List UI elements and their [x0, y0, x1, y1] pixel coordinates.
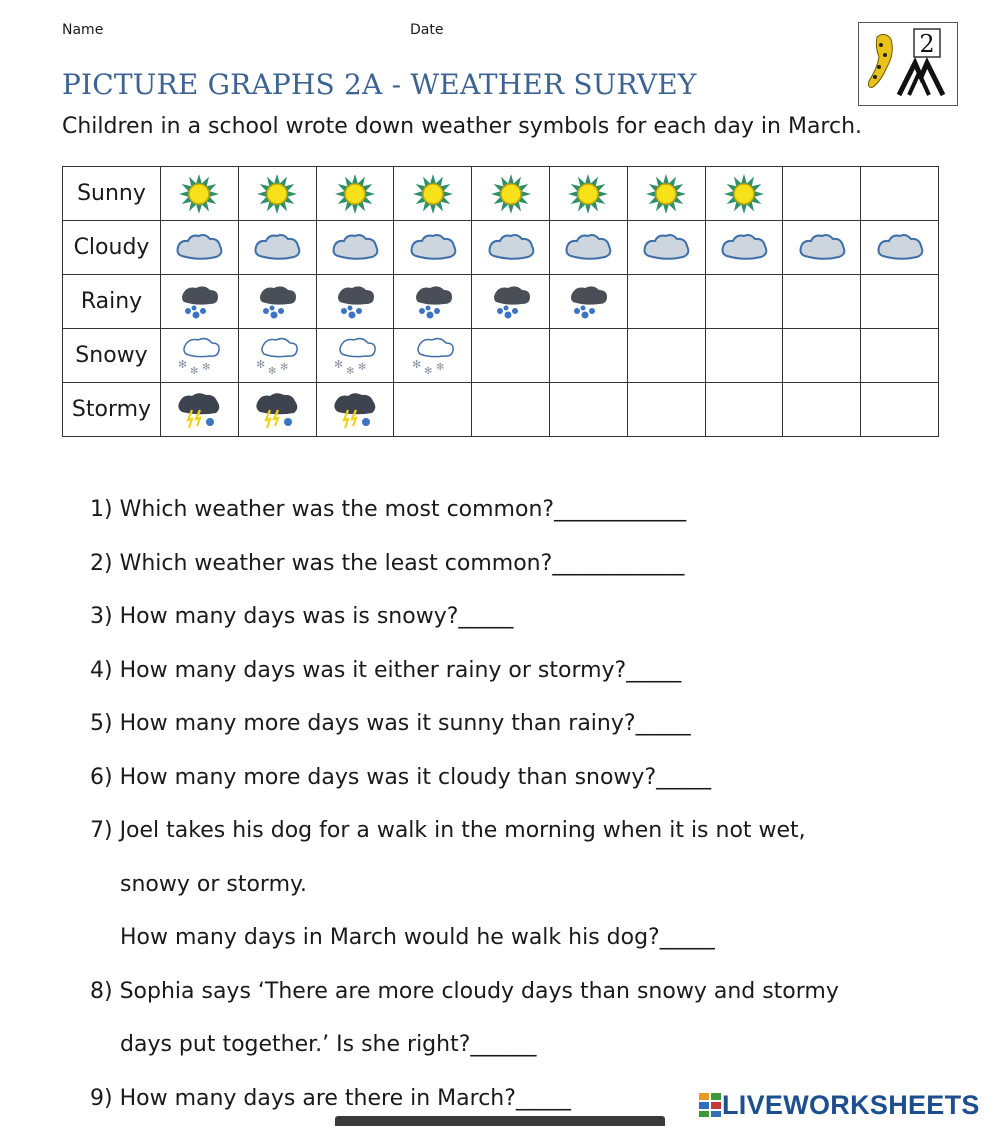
cloud-icon — [861, 221, 939, 275]
empty-cell — [549, 383, 627, 437]
answer-blank[interactable]: _____ — [626, 658, 681, 683]
answer-blank[interactable]: ____________ — [554, 497, 686, 522]
date-label: Date — [410, 22, 443, 38]
empty-cell — [705, 329, 783, 383]
svg-text:✻: ✻ — [334, 358, 343, 371]
empty-cell — [783, 167, 861, 221]
bottom-toolbar-edge — [335, 1116, 665, 1126]
graph-row-sunny — [63, 167, 939, 221]
question-line — [90, 702, 970, 756]
empty-cell — [472, 329, 550, 383]
empty-cell — [783, 329, 861, 383]
sun-icon — [705, 167, 783, 221]
empty-cell — [627, 383, 705, 437]
snow-icon — [161, 329, 239, 383]
rain-icon — [549, 275, 627, 329]
question-line — [90, 649, 970, 703]
liveworksheets-text: LIVEWORKSHEETS — [722, 1090, 980, 1121]
rain-icon — [238, 275, 316, 329]
question-text: 1) Which weather was the most common? — [90, 497, 554, 522]
weather-picture-graph — [62, 166, 939, 437]
question-text: 5) How many more days was it sunny than rainy? — [90, 711, 636, 736]
storm-icon — [316, 383, 394, 437]
question-text: 2) Which weather was the least common? — [90, 551, 552, 576]
question-line — [90, 809, 970, 863]
svg-text:✻: ✻ — [412, 358, 421, 371]
cloud-icon — [705, 221, 783, 275]
empty-cell — [472, 383, 550, 437]
liveworksheets-icon — [698, 1092, 722, 1118]
answer-blank[interactable]: ____________ — [552, 551, 684, 576]
sun-icon — [627, 167, 705, 221]
answer-blank[interactable]: _____ — [660, 925, 715, 950]
answer-blank[interactable]: _____ — [516, 1086, 571, 1111]
cloud-icon — [627, 221, 705, 275]
sun-icon — [394, 167, 472, 221]
name-label: Name — [62, 22, 103, 38]
svg-text:✻: ✻ — [346, 366, 354, 377]
question-line — [90, 595, 970, 649]
question-line — [90, 756, 970, 810]
cloud-icon — [238, 221, 316, 275]
category-label: Sunny — [63, 167, 161, 221]
answer-blank[interactable]: ______ — [470, 1032, 536, 1057]
question-text: 8) Sophia says ‘There are more cloudy days than snowy and stormy — [90, 979, 839, 1004]
cloud-icon — [316, 221, 394, 275]
empty-cell — [394, 383, 472, 437]
question-text: 7) Joel takes his dog for a walk in the morning when it is not wet, — [90, 818, 806, 843]
sun-icon — [161, 167, 239, 221]
graph-row-snowy — [63, 329, 939, 383]
math-salamanders-logo — [858, 22, 958, 106]
question-text: snowy or stormy. — [120, 872, 307, 897]
svg-text:✻: ✻ — [256, 358, 265, 371]
question-line — [90, 863, 970, 917]
rain-icon — [316, 275, 394, 329]
question-line — [90, 970, 970, 1024]
question-text: How many days in March would he walk his dog? — [120, 925, 660, 950]
empty-cell — [783, 383, 861, 437]
answer-blank[interactable]: _____ — [636, 711, 691, 736]
svg-text:✻: ✻ — [190, 366, 198, 377]
cloud-icon — [549, 221, 627, 275]
category-label: Cloudy — [63, 221, 161, 275]
question-line — [90, 916, 970, 970]
question-text: 6) How many more days was it cloudy than snowy? — [90, 765, 656, 790]
rain-icon — [472, 275, 550, 329]
question-text: 4) How many days was it either rainy or stormy? — [90, 658, 626, 683]
svg-text:✻: ✻ — [202, 362, 210, 373]
svg-text:✻: ✻ — [268, 366, 276, 377]
storm-icon — [161, 383, 239, 437]
question-line — [90, 542, 970, 596]
snow-icon — [238, 329, 316, 383]
snow-icon — [394, 329, 472, 383]
question-text: 9) How many days are there in March? — [90, 1086, 516, 1111]
sun-icon — [316, 167, 394, 221]
empty-cell — [627, 329, 705, 383]
graph-row-stormy — [63, 383, 939, 437]
svg-text:✻: ✻ — [280, 362, 288, 373]
category-label: Stormy — [63, 383, 161, 437]
page-title: PICTURE GRAPHS 2A - WEATHER SURVEY — [62, 68, 697, 101]
cloud-icon — [783, 221, 861, 275]
question-line — [90, 488, 970, 542]
empty-cell — [861, 167, 939, 221]
empty-cell — [861, 275, 939, 329]
sun-icon — [238, 167, 316, 221]
rain-icon — [394, 275, 472, 329]
salamander-logo-icon — [859, 23, 956, 104]
storm-icon — [238, 383, 316, 437]
question-list — [90, 488, 970, 1130]
cloud-icon — [472, 221, 550, 275]
empty-cell — [627, 275, 705, 329]
page-subtitle: Children in a school wrote down weather symbols for each day in March. — [62, 114, 862, 139]
snow-icon — [316, 329, 394, 383]
sun-icon — [472, 167, 550, 221]
category-label: Snowy — [63, 329, 161, 383]
cloud-icon — [161, 221, 239, 275]
question-line — [90, 1023, 970, 1077]
graph-row-rainy — [63, 275, 939, 329]
answer-blank[interactable]: _____ — [458, 604, 513, 629]
empty-cell — [861, 329, 939, 383]
svg-text:✻: ✻ — [436, 362, 444, 373]
rain-icon — [161, 275, 239, 329]
svg-text:✻: ✻ — [424, 366, 432, 377]
category-label: Rainy — [63, 275, 161, 329]
cloud-icon — [394, 221, 472, 275]
empty-cell — [705, 275, 783, 329]
empty-cell — [705, 383, 783, 437]
question-text: 3) How many days was is snowy? — [90, 604, 458, 629]
liveworksheets-logo — [698, 1088, 980, 1122]
logo-number: 2 — [919, 30, 934, 58]
empty-cell — [783, 275, 861, 329]
svg-text:✻: ✻ — [358, 362, 366, 373]
graph-row-cloudy — [63, 221, 939, 275]
answer-blank[interactable]: _____ — [656, 765, 711, 790]
empty-cell — [549, 329, 627, 383]
sun-icon — [549, 167, 627, 221]
empty-cell — [861, 383, 939, 437]
question-text: days put together.’ Is she right? — [120, 1032, 470, 1057]
svg-text:✻: ✻ — [178, 358, 187, 371]
